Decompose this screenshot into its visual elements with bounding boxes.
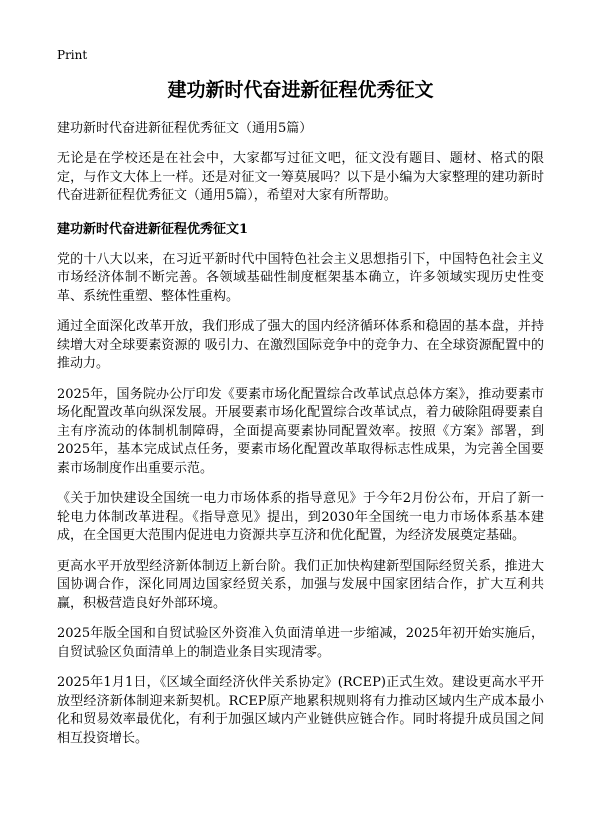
document-subtitle: 建功新时代奋进新征程优秀征文（通用5篇） bbox=[57, 121, 313, 136]
body-paragraph: 2025年1月1日，《区域全面经济伙伴关系协定》(RCEP)正式生效。建设更高水平开放型经济新体制迎来新契机。RCEP原产地累积规则将有力推动区域内生产成本最小化和贸易效率最优化，有利于加强区域内产业链供应链合作。同时将提升成员国之间相互投资增长。 bbox=[57, 675, 544, 746]
body-paragraph: 党的十八大以来，在习近平新时代中国特色社会主义思想指引下，中国特色社会主义市场经济体制不断完善。各领域基础性制度框架基本确立，许多领域实现历史性变革、系统性重塑、整体性重构。 bbox=[57, 251, 544, 304]
body-paragraph: 2025年，国务院办公厅印发《要素市场化配置综合改革试点总体方案》，推动要素市场化配置改革向纵深发展。开展要素市场化配置综合改革试点，着力破除阻碍要素自主有序流动的体制机制障碍，全面提高要素协同配置效率。按照《方案》部署，到2025年，基本完成试点任务，要素市场化配置改革取得标志性成果，为完善全国要素市场制度作出重要示范。 bbox=[57, 386, 544, 476]
print-link[interactable]: Print bbox=[57, 48, 88, 62]
body-paragraph: 通过全面深化改革开放，我们形成了强大的国内经济循环体系和稳固的基本盘，并持续增大对全球要素资源的 吸引力、在激烈国际竞争中的竞争力、在全球资源配置中的推动力。 bbox=[57, 319, 544, 371]
page-title: 建功新时代奋进新征程优秀征文 bbox=[167, 79, 434, 101]
intro-paragraph: 无论是在学校还是在社会中，大家都写过征文吧，征文没有题目、题材、格式的限定，与作文大体上一样。还是对征文一筹莫展吗？以下是小编为大家整理的建功新时代奋进新征程优秀征文（通用5篇），希望对大家有所帮助。 bbox=[57, 151, 544, 203]
section-heading: 建功新时代奋进新征程优秀征文1 bbox=[57, 221, 249, 237]
body-paragraph: 更高水平开放型经济新体制迈上新台阶。我们正加快构建新型国际经贸关系，推进大国协调合作，深化同周边国家经贸关系，加强与发展中国家团结合作，扩大互利共赢，积极营造良好外部环境。 bbox=[57, 558, 544, 611]
body-paragraph: 2025年版全国和自贸试验区外资准入负面清单进一步缩减，2025年初开始实施后，自贸试验区负面清单上的制造业条目实现清零。 bbox=[57, 626, 544, 660]
body-paragraph: 《关于加快建设全国统一电力市场体系的指导意见》于今年2月份公布，开启了新一轮电力体制改革进程。《指导意见》提出，到2030年全国统一电力市场体系基本建成，在全国更大范围内促进电力资源共享互济和优化配置，为经济发展奠定基础。 bbox=[57, 491, 544, 543]
